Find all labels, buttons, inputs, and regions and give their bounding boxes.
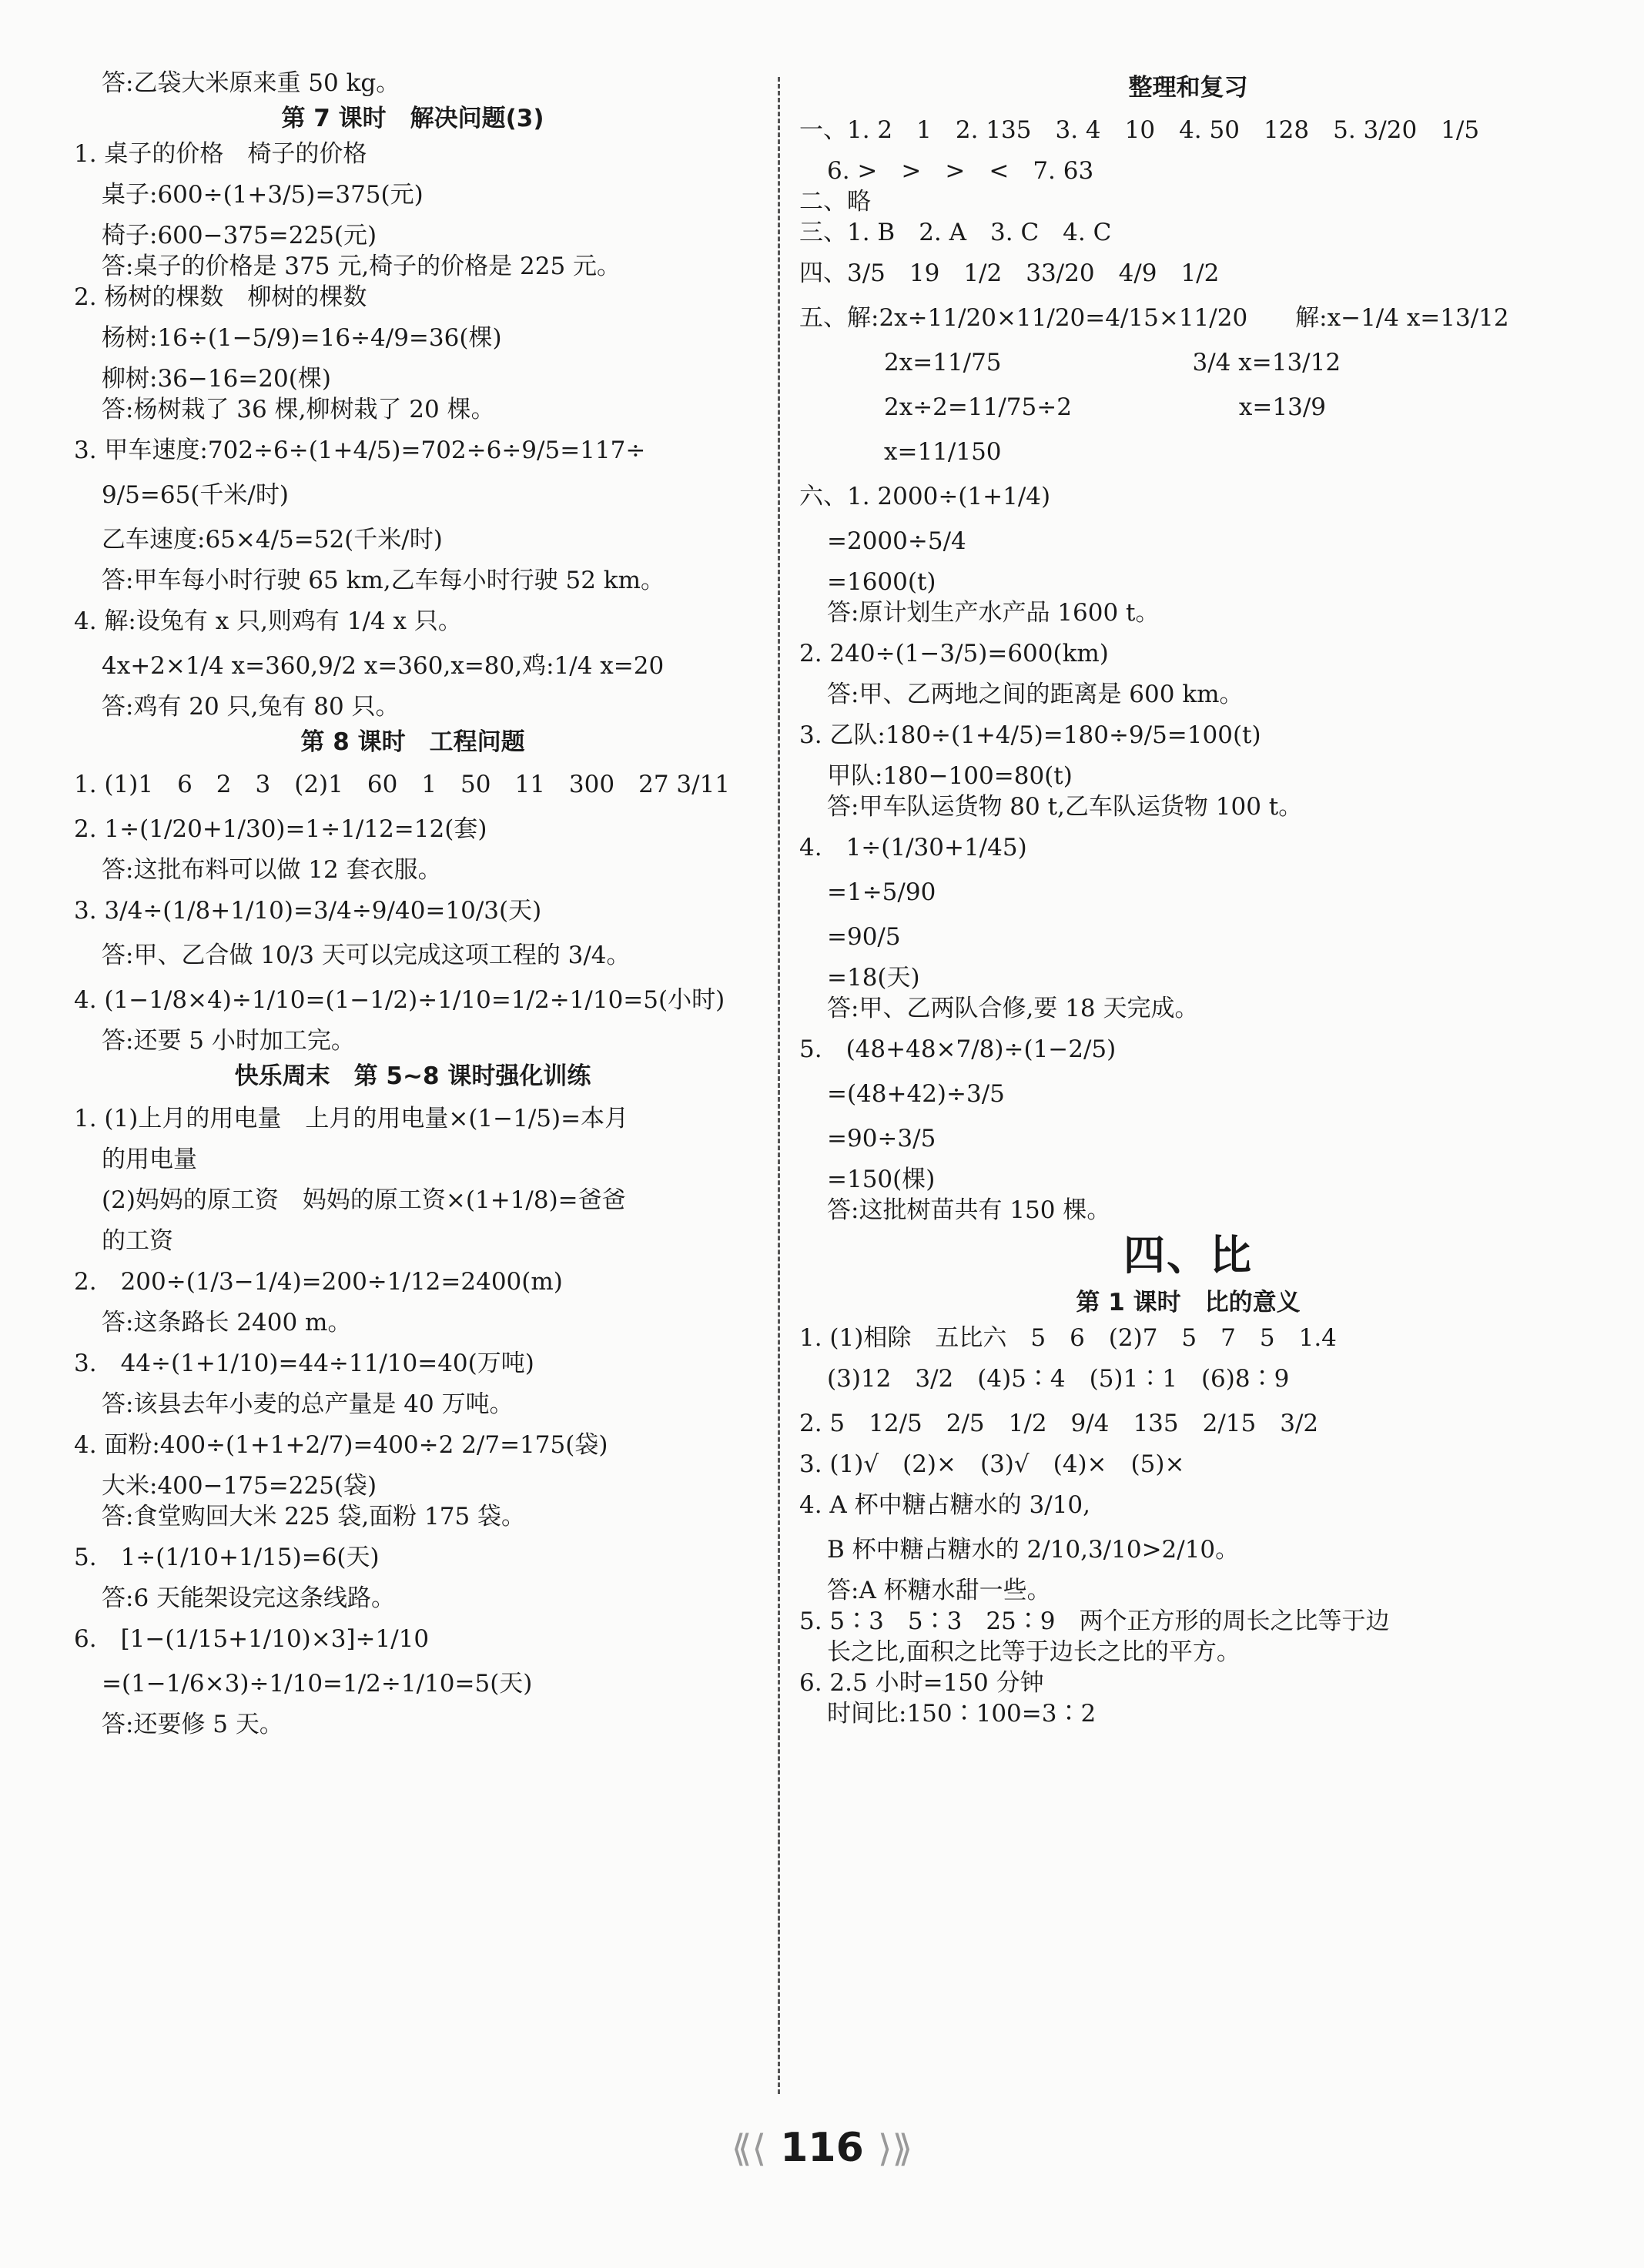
- answer-line: 桌子:600÷(1+3/5)=375(元): [102, 181, 424, 209]
- answer-line: 四、3/5 19 1/2 33/20 4/9 1/2: [799, 259, 1220, 287]
- answer-line: 1. 桌子的价格 椅子的价格: [74, 140, 367, 168]
- answer-line: 乙车速度:65×4/5=52(千米/时): [102, 526, 443, 554]
- answer-line: 的用电量: [102, 1146, 197, 1173]
- answer-line: 答:还要修 5 天。: [102, 1711, 283, 1738]
- answer-line: 1. (1)相除 五比六 5 6 (2)7 5 7 5 1.4: [799, 1324, 1337, 1352]
- answer-line: 答:原计划生产水产品 1600 t。: [827, 599, 1160, 627]
- answer-line: 4. A 杯中糖占糖水的 3/10,: [799, 1491, 1090, 1519]
- answer-line: 答:甲、乙两队合修,要 18 天完成。: [827, 995, 1199, 1022]
- page-number-value: 116: [780, 2125, 864, 2171]
- answer-line: 3. 3/4÷(1/8+1/10)=3/4÷9/40=10/3(天): [74, 897, 542, 925]
- answer-line: 答:该县去年小麦的总产量是 40 万吨。: [102, 1390, 514, 1418]
- answer-line: 1. (1)1 6 2 3 (2)1 60 1 50 11 300 27 3/11: [74, 771, 731, 798]
- answer-line: =150(棵): [827, 1166, 936, 1193]
- answer-line: =90÷3/5: [827, 1125, 936, 1152]
- answer-line: =(48+42)÷3/5: [827, 1080, 1005, 1108]
- answer-line: 5. (48+48×7/8)÷(1−2/5): [799, 1035, 1117, 1063]
- answer-line: B 杯中糖占糖水的 2/10,3/10>2/10。: [827, 1536, 1240, 1564]
- answer-line: 5. 5∶3 5∶3 25∶9 两个正方形的周长之比等于边: [799, 1607, 1390, 1635]
- answer-line: 的工资: [102, 1227, 173, 1255]
- answer-line: 2. 200÷(1/3−1/4)=200÷1/12=2400(m): [74, 1268, 563, 1296]
- answer-line: 答:食堂购回大米 225 袋,面粉 175 袋。: [102, 1503, 526, 1530]
- answer-line: 4. (1−1/8×4)÷1/10=(1−1/2)÷1/10=1/2÷1/10=5(小时): [74, 986, 725, 1014]
- answer-line: 6. > > > < 7. 63: [827, 157, 1094, 185]
- answer-line: 2. 5 12/5 2/5 1/2 9/4 135 2/15 3/2: [799, 1410, 1319, 1437]
- answer-line: 2x÷2=11/75÷2 x=13/9: [884, 393, 1326, 421]
- answer-line: (2)妈妈的原工资 妈妈的原工资×(1+1/8)=爸爸: [102, 1186, 626, 1214]
- answer-line: 时间比:150∶100=3∶2: [827, 1700, 1097, 1728]
- answer-line: 答:甲车队运货物 80 t,乙车队运货物 100 t。: [827, 793, 1303, 821]
- answer-line: 2. 杨树的棵数 柳树的棵数: [74, 283, 367, 311]
- answer-line: 三、1. B 2. A 3. C 4. C: [799, 219, 1112, 246]
- section-heading: 第 1 课时 比的意义: [1076, 1289, 1301, 1316]
- answer-line: 4x+2×1/4 x=360,9/2 x=360,x=80,鸡:1/4 x=20: [102, 652, 665, 680]
- answer-line: 3. 44÷(1+1/10)=44÷11/10=40(万吨): [74, 1350, 534, 1377]
- answer-line: 9/5=65(千米/时): [102, 481, 289, 509]
- answer-line: 答:桌子的价格是 375 元,椅子的价格是 225 元。: [102, 253, 621, 280]
- answer-line: 长之比,面积之比等于边长之比的平方。: [827, 1638, 1241, 1666]
- answer-line: 1. (1)上月的用电量 上月的用电量×(1−1/5)=本月: [74, 1105, 629, 1132]
- answer-line: 答:6 天能架设完这条线路。: [102, 1584, 396, 1612]
- right-column: [799, 68, 1577, 1729]
- answer-line: =1÷5/90: [827, 878, 936, 906]
- section-heading: 整理和复习: [1128, 74, 1248, 102]
- answer-line: x=11/150: [884, 438, 1002, 466]
- answer-line: 5. 1÷(1/10+1/15)=6(天): [74, 1544, 380, 1571]
- answer-line: 4. 解:设兔有 x 只,则鸡有 1/4 x 只。: [74, 607, 462, 635]
- answer-line: 答:甲、乙两地之间的距离是 600 km。: [827, 681, 1244, 708]
- answer-line: 二、略: [799, 188, 871, 216]
- answer-line: =2000÷5/4: [827, 527, 966, 555]
- answer-line: 一、1. 2 1 2. 135 3. 4 10 4. 50 128 5. 3/20 1/5: [799, 116, 1480, 144]
- answer-line: 答:这批布料可以做 12 套衣服。: [102, 856, 442, 884]
- answer-line: 3. 乙队:180÷(1+4/5)=180÷9/5=100(t): [799, 721, 1261, 749]
- left-column: [74, 68, 752, 1740]
- right-bracket-ornament: ⟩⟫: [877, 2127, 913, 2170]
- answer-line: 六、1. 2000÷(1+1/4): [799, 483, 1051, 510]
- answer-line: =90/5: [827, 923, 901, 951]
- answer-line: 答:乙袋大米原来重 50 kg。: [102, 69, 400, 97]
- answer-line: 答:甲车每小时行驶 65 km,乙车每小时行驶 52 km。: [102, 567, 665, 594]
- column-divider: [778, 77, 780, 2094]
- answer-line: 柳树:36−16=20(棵): [102, 365, 331, 393]
- answer-line: 五、解:2x÷11/20×11/20=4/15×11/20 解:x−1/4 x=13/12: [799, 304, 1509, 332]
- answer-line: 2x=11/75 3/4 x=13/12: [884, 349, 1341, 376]
- answer-line: 2. 240÷(1−3/5)=600(km): [799, 640, 1109, 667]
- answer-line: 6. [1−(1/15+1/10)×3]÷1/10: [74, 1625, 430, 1653]
- answer-line: 3. (1)√ (2)× (3)√ (4)× (5)×: [799, 1450, 1185, 1478]
- answer-line: 3. 甲车速度:702÷6÷(1+4/5)=702÷6÷9/5=117÷: [74, 437, 646, 464]
- answer-line: 杨树:16÷(1−5/9)=16÷4/9=36(棵): [102, 324, 502, 352]
- answer-line: 答:还要 5 小时加工完。: [102, 1027, 355, 1055]
- answer-line: 答:甲、乙合做 10/3 天可以完成这项工程的 3/4。: [102, 942, 631, 969]
- answer-line: 答:杨树栽了 36 棵,柳树栽了 20 棵。: [102, 396, 495, 423]
- answer-line: 答:A 杯糖水甜一些。: [827, 1577, 1051, 1604]
- answer-line: 答:鸡有 20 只,兔有 80 只。: [102, 693, 400, 721]
- answer-line: 2. 1÷(1/20+1/30)=1÷1/12=12(套): [74, 815, 487, 843]
- answer-line: =1600(t): [827, 568, 936, 596]
- page-number: [0, 2125, 1644, 2171]
- section-heading: 快乐周末 第 5~8 课时强化训练: [234, 1062, 591, 1090]
- answer-line: 甲队:180−100=80(t): [827, 762, 1073, 790]
- answer-line: 答:这条路长 2400 m。: [102, 1309, 352, 1336]
- answer-line: (3)12 3/2 (4)5∶4 (5)1∶1 (6)8∶9: [827, 1365, 1290, 1393]
- answer-line: =18(天): [827, 964, 920, 992]
- unit-title: 四、比: [1123, 1231, 1253, 1280]
- answer-line: 4. 面粉:400÷(1+1+2/7)=400÷2 2/7=175(袋): [74, 1431, 608, 1459]
- answer-line: =(1−1/6×3)÷1/10=1/2÷1/10=5(天): [102, 1670, 533, 1698]
- answer-line: 答:这批树苗共有 150 棵。: [827, 1196, 1111, 1224]
- answer-line: 椅子:600−375=225(元): [102, 222, 377, 249]
- answer-line: 大米:400−175=225(袋): [102, 1472, 377, 1500]
- answer-line: 4. 1÷(1/30+1/45): [799, 834, 1027, 861]
- section-heading: 第 8 课时 工程问题: [300, 728, 525, 756]
- section-heading: 第 7 课时 解决问题(3): [281, 105, 544, 132]
- answer-line: 6. 2.5 小时=150 分钟: [799, 1669, 1044, 1697]
- left-bracket-ornament: ⟪⟨: [731, 2127, 767, 2170]
